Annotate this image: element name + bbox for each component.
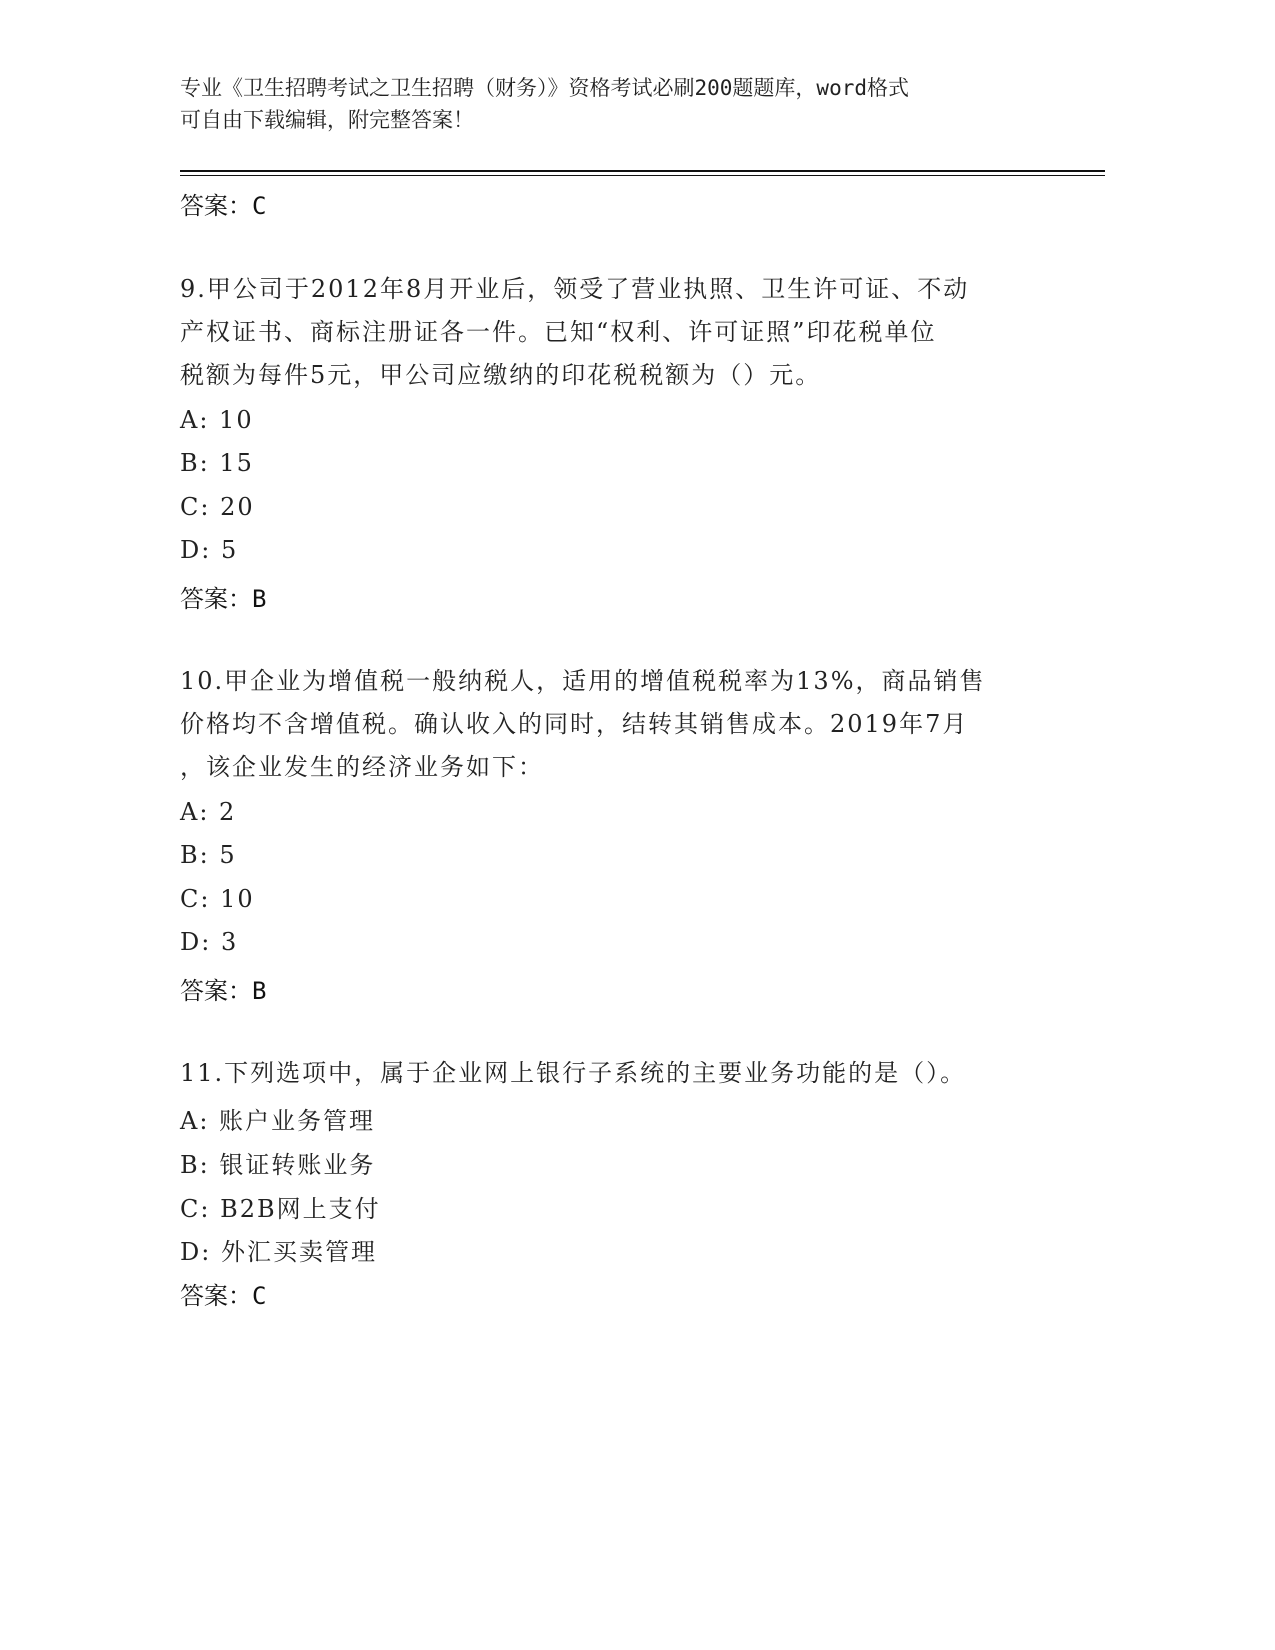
question-line: ，该企业发生的经济业务如下： <box>180 753 544 781</box>
option-d: D: 3 <box>180 928 239 956</box>
option-d: D: 5 <box>180 536 239 564</box>
question-text <box>180 660 1040 789</box>
option-c: C: 20 <box>180 493 255 521</box>
header-line-2: 可自由下载编辑，附完整答案！ <box>180 108 474 132</box>
option-a: A: 账户业务管理 <box>180 1107 376 1135</box>
header-divider-thick <box>180 170 1105 172</box>
answer-label: 答案：C <box>180 192 267 220</box>
answer-label: 答案：B <box>180 977 267 1005</box>
question-line: 价格均不含增值税。确认收入的同时，结转其销售成本。2019年7月 <box>180 710 969 738</box>
option-a: A: 10 <box>180 406 254 434</box>
option-b: B: 15 <box>180 449 254 477</box>
option-a: A: 2 <box>180 798 237 826</box>
question-line: 11.下列选项中，属于企业网上银行子系统的主要业务功能的是（）。 <box>180 1059 967 1087</box>
page-header <box>180 72 1040 136</box>
header-line-1: 专业《卫生招聘考试之卫生招聘（财务）》资格考试必刷200题题库，word格式 <box>180 76 909 100</box>
option-b: B: 5 <box>180 841 237 869</box>
question-text <box>180 268 1040 397</box>
question-line: 9.甲公司于2012年8月开业后，领受了营业执照、卫生许可证、不动 <box>180 275 970 303</box>
option-d: D: 外汇买卖管理 <box>180 1238 377 1266</box>
option-c: C: B2B网上支付 <box>180 1195 381 1223</box>
answer-label: 答案：B <box>180 585 267 613</box>
question-line: 税额为每件5元，甲公司应缴纳的印花税税额为（）元。 <box>180 361 822 389</box>
question-line: 10.甲企业为增值税一般纳税人，适用的增值税税率为13%，商品销售 <box>180 667 986 695</box>
header-divider-thin <box>180 175 1105 176</box>
option-c: C: 10 <box>180 885 255 913</box>
answer-label: 答案：C <box>180 1282 267 1310</box>
question-line: 产权证书、商标注册证各一件。已知“权利、许可证照”印花税单位 <box>180 318 937 346</box>
question-text <box>180 1052 1040 1095</box>
option-b: B: 银证转账业务 <box>180 1151 376 1179</box>
